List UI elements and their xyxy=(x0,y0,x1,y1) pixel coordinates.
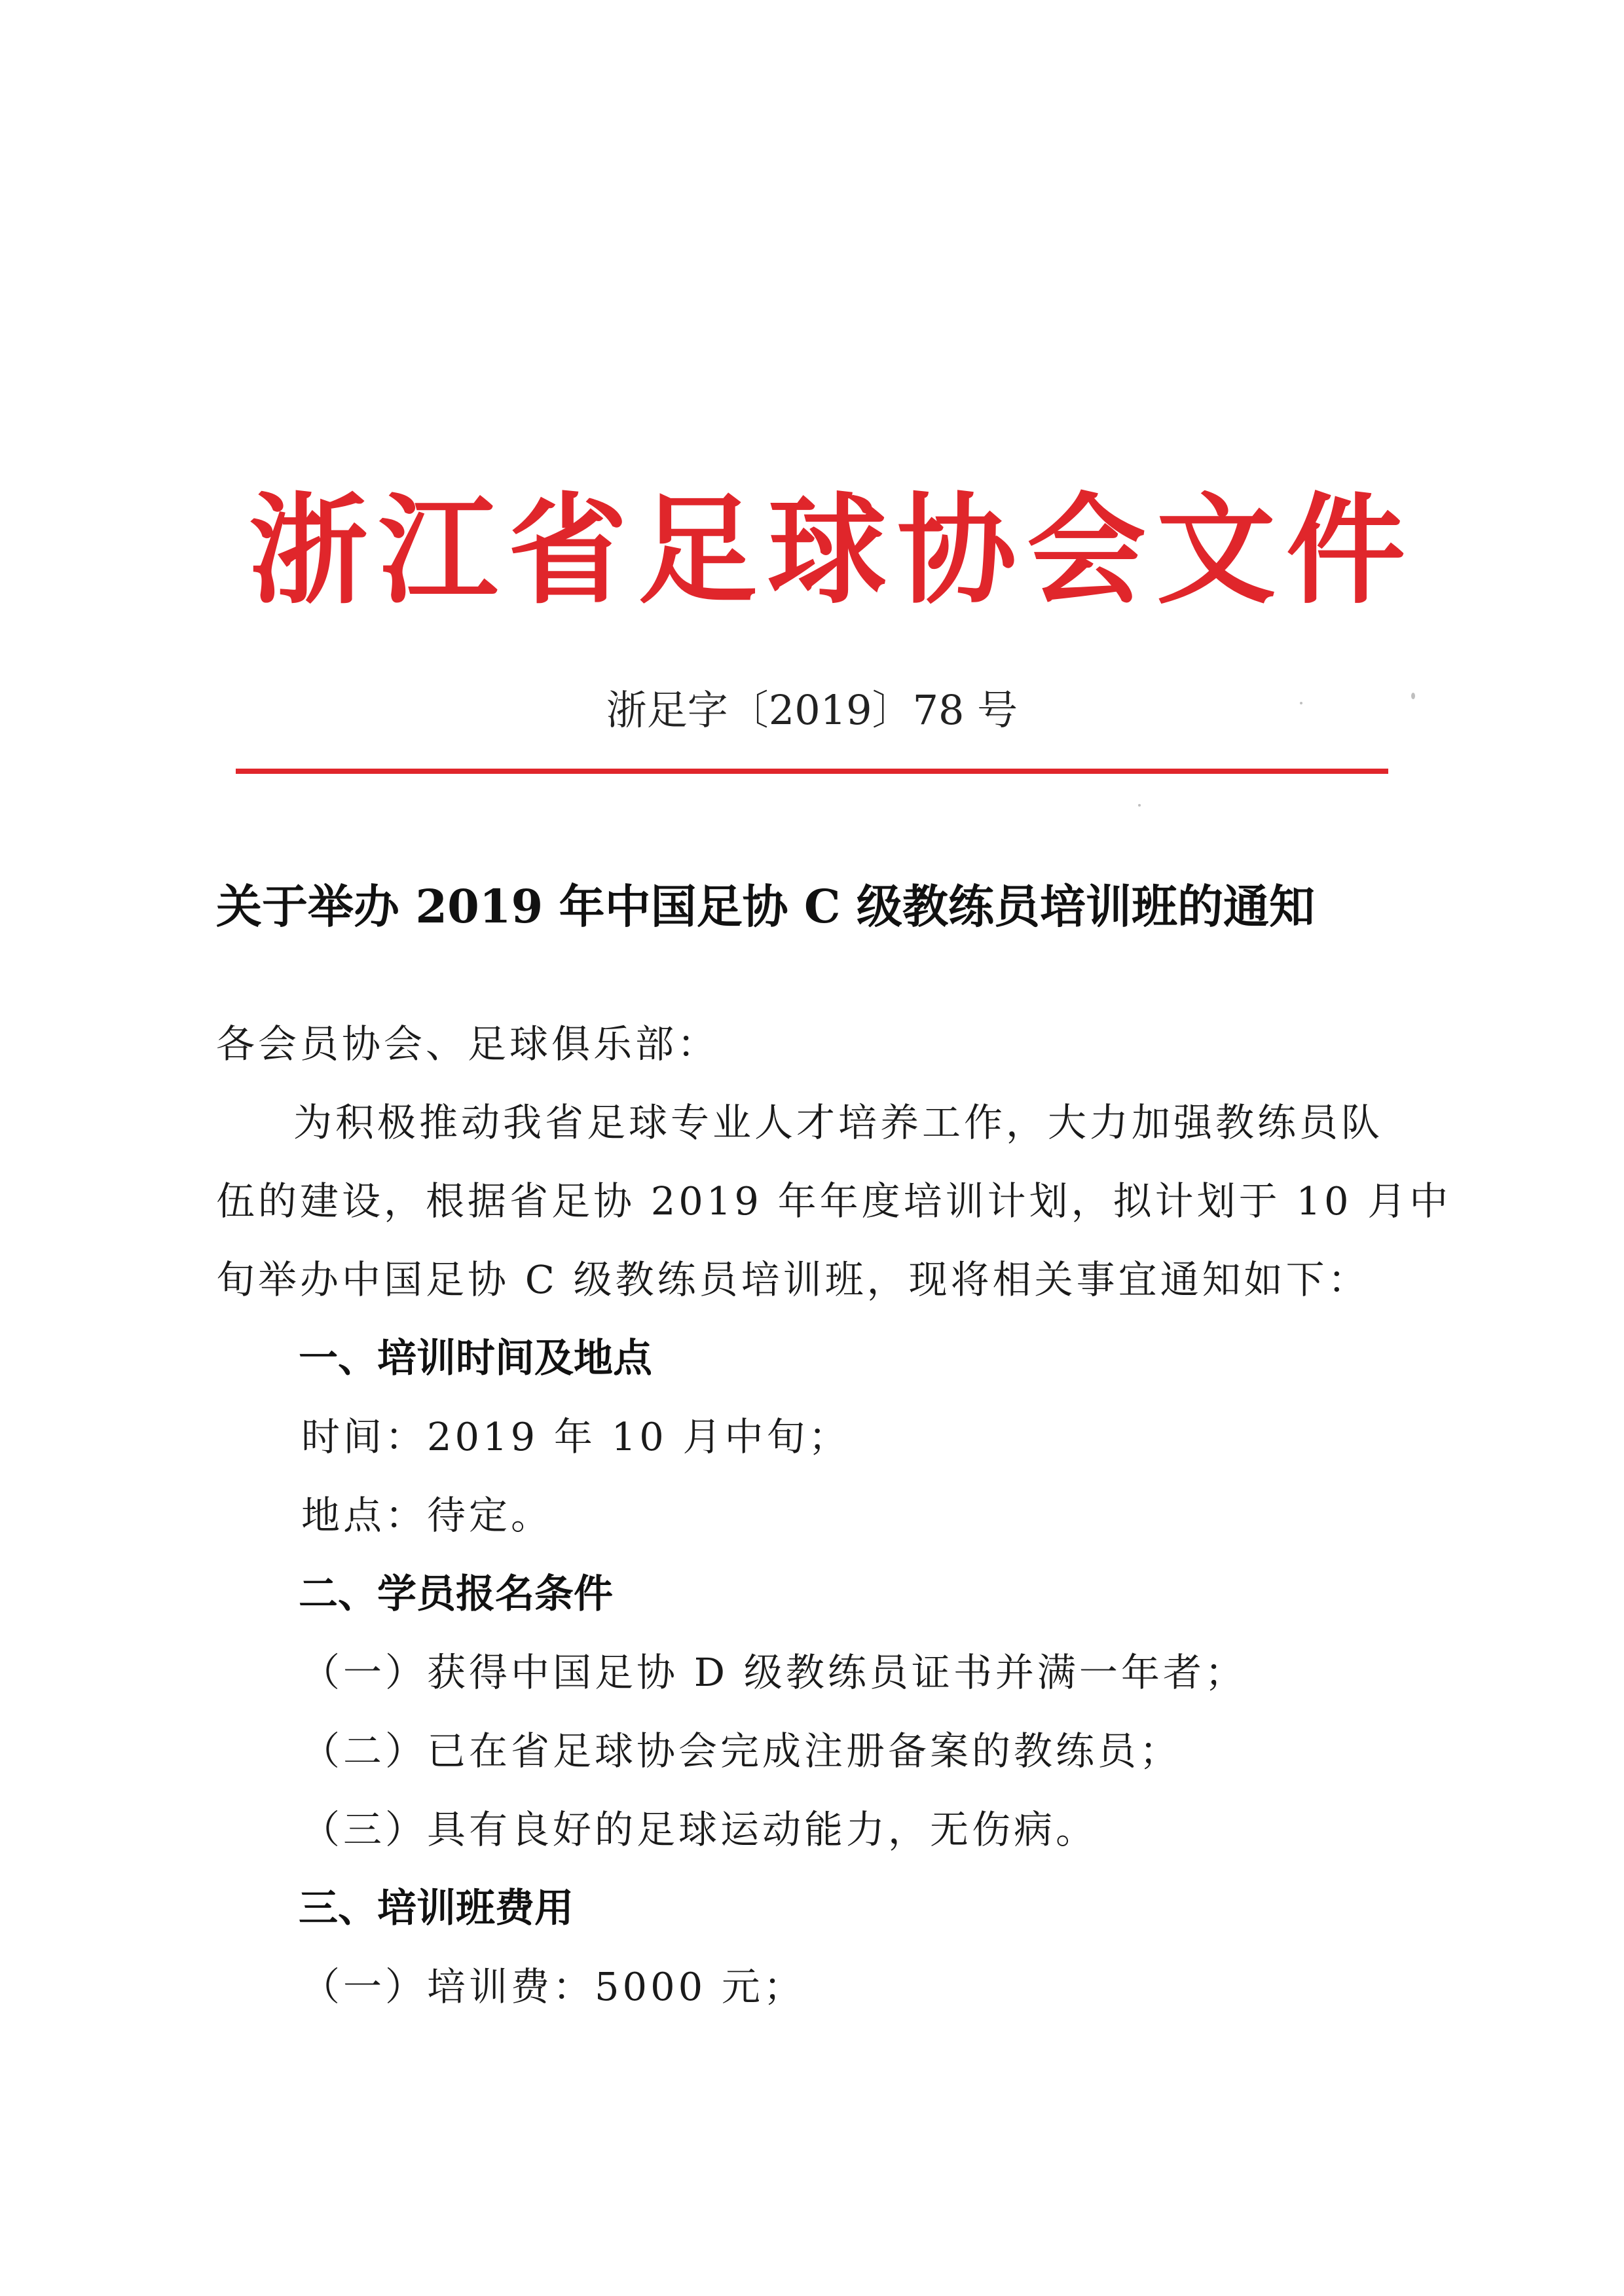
notice-title: 关于举办 2019 年中国足协 C 级教练员培训班的通知 xyxy=(216,879,1316,934)
section-1-place: 地点：待定。 xyxy=(301,1493,553,1538)
section-1-time: 时间：2019 年 10 月中旬； xyxy=(301,1414,851,1459)
section-3-item-1: （一）培训费：5000 元； xyxy=(301,1964,805,2009)
intro-line-1: 为积极推动我省足球专业人才培养工作，大力加强教练员队 xyxy=(293,1100,1384,1145)
section-2-item-3: （三）具有良好的足球运动能力，无伤病。 xyxy=(301,1807,1098,1852)
masthead-title: 浙江省足球协会文件 xyxy=(249,480,1416,620)
section-3-heading: 三、培训班费用 xyxy=(299,1886,574,1931)
salutation: 各会员协会、足球俱乐部： xyxy=(216,1021,720,1066)
red-divider xyxy=(236,769,1388,774)
intro-line-3: 旬举办中国足协 C 级教练员培训班，现将相关事宜通知如下： xyxy=(216,1257,1370,1302)
scan-speck xyxy=(1138,804,1141,807)
document-number: 浙足字〔2019〕78 号 xyxy=(606,686,1018,734)
section-2-item-2: （二）已在省足球协会完成注册备案的教练员； xyxy=(301,1728,1182,1774)
scan-speck xyxy=(1411,693,1415,699)
section-2-item-1: （一）获得中国足协 D 级教练员证书并满一年者； xyxy=(301,1650,1247,1695)
intro-line-2: 伍的建设，根据省足协 2019 年年度培训计划，拟计划于 10 月中 xyxy=(216,1178,1452,1224)
scan-speck xyxy=(1300,702,1302,704)
section-1-heading: 一、培训时间及地点 xyxy=(299,1336,652,1381)
section-2-heading: 二、学员报名条件 xyxy=(299,1571,613,1617)
